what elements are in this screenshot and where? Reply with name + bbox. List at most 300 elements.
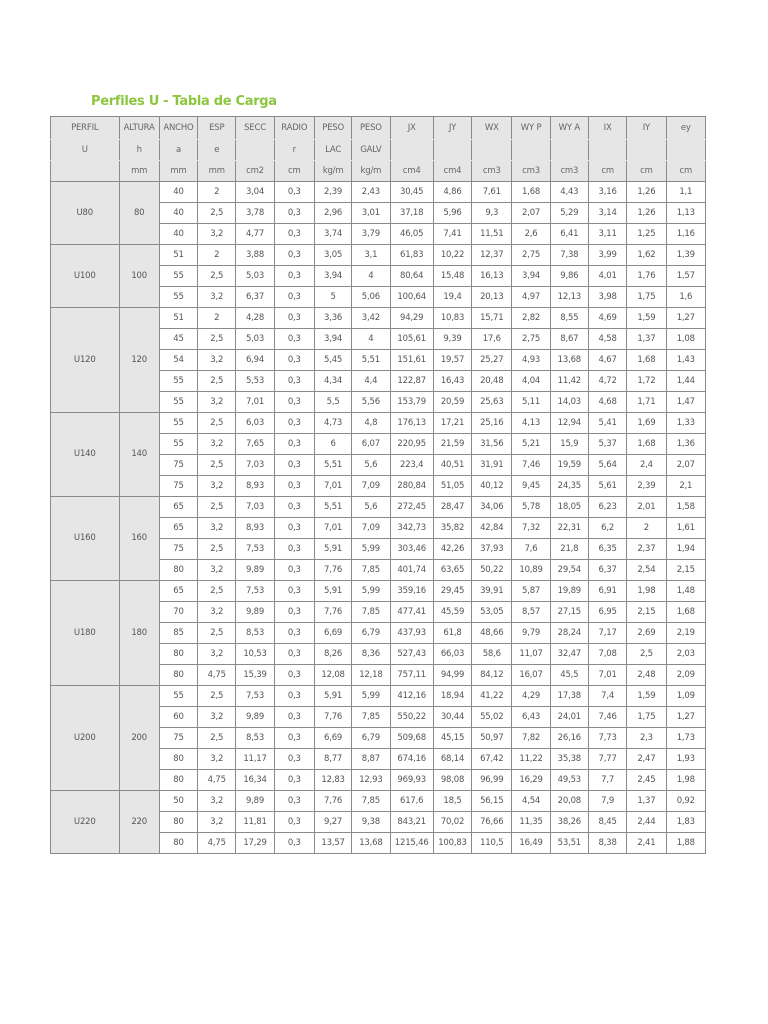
table-cell: 5,99: [352, 686, 390, 707]
table-cell: 342,73: [390, 518, 433, 539]
table-cell: 0,3: [274, 476, 314, 497]
table-cell: 2,5: [198, 455, 236, 476]
table-cell: 9,38: [352, 812, 390, 833]
table-cell: 2,5: [198, 581, 236, 602]
table-cell: 0,3: [274, 329, 314, 350]
table-cell: 12,37: [472, 245, 512, 266]
table-cell: 4,69: [588, 308, 626, 329]
table-cell: 25,27: [472, 350, 512, 371]
table-cell: 6: [314, 434, 351, 455]
table-cell: 6,69: [314, 728, 351, 749]
table-cell: 18,05: [550, 497, 588, 518]
table-cell: 2,19: [666, 623, 705, 644]
table-cell: 4,73: [314, 413, 351, 434]
table-cell: 10,53: [236, 644, 274, 665]
table-cell: 80: [159, 833, 197, 854]
table-cell: 16,29: [512, 770, 550, 791]
table-cell: 55,02: [472, 707, 512, 728]
table-cell: 122,87: [390, 371, 433, 392]
table-cell: 34,06: [472, 497, 512, 518]
perfil-cell: U200: [51, 686, 120, 791]
table-cell: 6,23: [588, 497, 626, 518]
table-cell: 41,22: [472, 686, 512, 707]
table-cell: 2,82: [512, 308, 550, 329]
table-cell: 0,3: [274, 707, 314, 728]
table-cell: 1,6: [666, 287, 705, 308]
table-cell: 3,36: [314, 308, 351, 329]
table-cell: 15,39: [236, 665, 274, 686]
table-cell: 28,24: [550, 623, 588, 644]
table-cell: 0,3: [274, 203, 314, 224]
table-cell: 0,3: [274, 644, 314, 665]
header-cell: cm4: [390, 161, 433, 182]
table-cell: 4,04: [512, 371, 550, 392]
table-cell: 9,3: [472, 203, 512, 224]
table-cell: 21,59: [433, 434, 471, 455]
table-cell: 13,68: [550, 350, 588, 371]
table-cell: 7,7: [588, 770, 626, 791]
table-cell: 5,06: [352, 287, 390, 308]
table-cell: 7,6: [512, 539, 550, 560]
table-cell: 7,53: [236, 581, 274, 602]
table-cell: 4,13: [512, 413, 550, 434]
table-cell: 6,94: [236, 350, 274, 371]
table-cell: 49,53: [550, 770, 588, 791]
table-cell: 3,79: [352, 224, 390, 245]
header-cell: cm: [274, 161, 314, 182]
table-cell: 2,43: [352, 182, 390, 203]
table-cell: 4,77: [236, 224, 274, 245]
table-cell: 2,48: [627, 665, 666, 686]
table-cell: 2,15: [666, 560, 705, 581]
table-cell: 96,99: [472, 770, 512, 791]
table-cell: 56,15: [472, 791, 512, 812]
table-cell: 45,5: [550, 665, 588, 686]
table-cell: 1,88: [666, 833, 705, 854]
table-cell: 11,35: [512, 812, 550, 833]
table-cell: 31,56: [472, 434, 512, 455]
table-cell: 46,05: [390, 224, 433, 245]
table-cell: 0,3: [274, 266, 314, 287]
table-cell: 5,91: [314, 581, 351, 602]
table-cell: 2,5: [198, 266, 236, 287]
table-cell: 63,65: [433, 560, 471, 581]
table-cell: 12,94: [550, 413, 588, 434]
table-cell: 3,16: [588, 182, 626, 203]
table-cell: 3,2: [198, 476, 236, 497]
table-cell: 3,94: [314, 329, 351, 350]
table-cell: 75: [159, 728, 197, 749]
table-cell: 1,98: [627, 581, 666, 602]
table-cell: 16,49: [512, 833, 550, 854]
table-cell: 7,53: [236, 539, 274, 560]
table-cell: 50: [159, 791, 197, 812]
table-cell: 1,72: [627, 371, 666, 392]
header-cell: WX: [472, 117, 512, 140]
header-cell: JX: [390, 117, 433, 140]
table-cell: 19,57: [433, 350, 471, 371]
header-cell: ALTURA: [119, 117, 159, 140]
header-cell: [627, 140, 666, 161]
table-cell: 6,79: [352, 728, 390, 749]
table-cell: 0,3: [274, 434, 314, 455]
table-cell: 5,64: [588, 455, 626, 476]
header-cell: WY P: [512, 117, 550, 140]
table-cell: 10,22: [433, 245, 471, 266]
table-cell: 2,39: [314, 182, 351, 203]
table-cell: 2,45: [627, 770, 666, 791]
table-cell: 54: [159, 350, 197, 371]
table-cell: 2,5: [198, 539, 236, 560]
table-cell: 3,1: [352, 245, 390, 266]
table-cell: 6,2: [588, 518, 626, 539]
table-cell: 20,08: [550, 791, 588, 812]
table-cell: 1,08: [666, 329, 705, 350]
table-cell: 0,3: [274, 812, 314, 833]
table-cell: 0,3: [274, 833, 314, 854]
header-cell: ey: [666, 117, 705, 140]
header-cell: [51, 161, 120, 182]
perfil-cell: U140: [51, 413, 120, 497]
table-cell: 2,15: [627, 602, 666, 623]
table-cell: 8,77: [314, 749, 351, 770]
table-cell: 19,4: [433, 287, 471, 308]
table-cell: 7,85: [352, 791, 390, 812]
header-cell: [433, 140, 471, 161]
table-row: [51, 581, 706, 602]
table-cell: 7,77: [588, 749, 626, 770]
table-cell: 4: [352, 266, 390, 287]
table-cell: 7,01: [314, 518, 351, 539]
table-cell: 6,07: [352, 434, 390, 455]
table-cell: 40,12: [472, 476, 512, 497]
table-cell: 7,61: [472, 182, 512, 203]
table-cell: 0,3: [274, 539, 314, 560]
table-cell: 2: [198, 182, 236, 203]
table-cell: 8,57: [512, 602, 550, 623]
table-cell: 19,89: [550, 581, 588, 602]
table-cell: 3,2: [198, 434, 236, 455]
table-cell: 7,03: [236, 455, 274, 476]
table-cell: 8,55: [550, 308, 588, 329]
table-cell: 35,38: [550, 749, 588, 770]
table-cell: 65: [159, 581, 197, 602]
table-cell: 7,01: [314, 476, 351, 497]
table-cell: 7,09: [352, 476, 390, 497]
table-cell: 2,5: [198, 371, 236, 392]
table-cell: 303,46: [390, 539, 433, 560]
table-cell: 1,44: [666, 371, 705, 392]
table-cell: 1,26: [627, 203, 666, 224]
table-cell: 12,93: [352, 770, 390, 791]
table-cell: 10,89: [512, 560, 550, 581]
table-cell: 55: [159, 371, 197, 392]
altura-cell: 160: [119, 497, 159, 581]
header-cell: mm: [198, 161, 236, 182]
table-cell: 1,39: [666, 245, 705, 266]
table-cell: 477,41: [390, 602, 433, 623]
table-row: [51, 497, 706, 518]
table-cell: 6,37: [236, 287, 274, 308]
table-cell: 7,09: [352, 518, 390, 539]
table-cell: 1,94: [666, 539, 705, 560]
table-cell: 2,01: [627, 497, 666, 518]
table-cell: 17,38: [550, 686, 588, 707]
table-cell: 4,67: [588, 350, 626, 371]
table-cell: 51: [159, 245, 197, 266]
table-cell: 7,76: [314, 707, 351, 728]
table-cell: 3,94: [314, 266, 351, 287]
table-cell: 2,6: [512, 224, 550, 245]
table-cell: 2,44: [627, 812, 666, 833]
table-cell: 5,21: [512, 434, 550, 455]
table-cell: 29,54: [550, 560, 588, 581]
table-cell: 80: [159, 770, 197, 791]
header-cell: [588, 140, 626, 161]
table-cell: 4,01: [588, 266, 626, 287]
table-cell: 18,94: [433, 686, 471, 707]
table-cell: 22,31: [550, 518, 588, 539]
table-cell: 55: [159, 266, 197, 287]
table-cell: 3,2: [198, 518, 236, 539]
table-cell: 151,61: [390, 350, 433, 371]
table-cell: 19,59: [550, 455, 588, 476]
table-cell: 28,47: [433, 497, 471, 518]
table-cell: 9,39: [433, 329, 471, 350]
table-cell: 10,83: [433, 308, 471, 329]
header-cell: cm: [588, 161, 626, 182]
table-cell: 1,61: [666, 518, 705, 539]
table-cell: 20,59: [433, 392, 471, 413]
table-cell: 8,87: [352, 749, 390, 770]
header-cell: IX: [588, 117, 626, 140]
table-cell: 5,78: [512, 497, 550, 518]
table-cell: 3,2: [198, 224, 236, 245]
table-cell: 42,84: [472, 518, 512, 539]
table-cell: 3,2: [198, 644, 236, 665]
table-cell: 12,13: [550, 287, 588, 308]
table-cell: 4,97: [512, 287, 550, 308]
table-cell: 757,11: [390, 665, 433, 686]
table-cell: 5,11: [512, 392, 550, 413]
table-cell: 4,43: [550, 182, 588, 203]
table-cell: 80: [159, 644, 197, 665]
table-cell: 2,5: [198, 413, 236, 434]
table-cell: 4: [352, 329, 390, 350]
table-cell: 0,3: [274, 560, 314, 581]
table-cell: 8,93: [236, 476, 274, 497]
table-cell: 2,39: [627, 476, 666, 497]
table-cell: 4,54: [512, 791, 550, 812]
table-cell: 5,5: [314, 392, 351, 413]
perfil-cell: U180: [51, 581, 120, 686]
table-cell: 5,91: [314, 539, 351, 560]
table-cell: 0,3: [274, 581, 314, 602]
table-cell: 9,45: [512, 476, 550, 497]
table-cell: 1,43: [666, 350, 705, 371]
table-cell: 1,59: [627, 308, 666, 329]
header-cell: r: [274, 140, 314, 161]
table-cell: 29,45: [433, 581, 471, 602]
table-cell: 2,03: [666, 644, 705, 665]
altura-cell: 220: [119, 791, 159, 854]
table-cell: 85: [159, 623, 197, 644]
header-cell: U: [51, 140, 120, 161]
table-cell: 6,91: [588, 581, 626, 602]
table-cell: 5,51: [314, 497, 351, 518]
table-cell: 3,05: [314, 245, 351, 266]
table-cell: 38,26: [550, 812, 588, 833]
table-cell: 0,3: [274, 308, 314, 329]
table-cell: 11,51: [472, 224, 512, 245]
table-cell: 6,03: [236, 413, 274, 434]
header-cell: PESO: [352, 117, 390, 140]
table-cell: 13,68: [352, 833, 390, 854]
table-cell: 3,2: [198, 749, 236, 770]
table-cell: 20,13: [472, 287, 512, 308]
table-cell: 45: [159, 329, 197, 350]
table-cell: 11,42: [550, 371, 588, 392]
table-cell: 7,82: [512, 728, 550, 749]
table-cell: 37,93: [472, 539, 512, 560]
table-cell: 509,68: [390, 728, 433, 749]
header-cell: h: [119, 140, 159, 161]
table-cell: 27,15: [550, 602, 588, 623]
header-cell: cm4: [433, 161, 471, 182]
table-cell: 5,6: [352, 455, 390, 476]
table-cell: 220,95: [390, 434, 433, 455]
table-cell: 3,2: [198, 287, 236, 308]
table-cell: 1,68: [627, 350, 666, 371]
table-cell: 1,75: [627, 707, 666, 728]
table-cell: 401,74: [390, 560, 433, 581]
table-cell: 60: [159, 707, 197, 728]
table-cell: 4,75: [198, 770, 236, 791]
table-cell: 7,41: [433, 224, 471, 245]
table-cell: 7,9: [588, 791, 626, 812]
table-cell: 42,26: [433, 539, 471, 560]
header-cell: [236, 140, 274, 161]
table-cell: 0,3: [274, 350, 314, 371]
table-cell: 70,02: [433, 812, 471, 833]
header-cell: cm3: [512, 161, 550, 182]
table-cell: 75: [159, 455, 197, 476]
table-cell: 24,35: [550, 476, 588, 497]
table-cell: 1,25: [627, 224, 666, 245]
table-cell: 7,03: [236, 497, 274, 518]
table-row: [51, 686, 706, 707]
table-cell: 61,83: [390, 245, 433, 266]
table-cell: 35,82: [433, 518, 471, 539]
table-cell: 15,71: [472, 308, 512, 329]
table-cell: 37,18: [390, 203, 433, 224]
table-cell: 6,35: [588, 539, 626, 560]
table-cell: 7,4: [588, 686, 626, 707]
table-cell: 0,3: [274, 728, 314, 749]
table-cell: 2,1: [666, 476, 705, 497]
table-cell: 51,05: [433, 476, 471, 497]
table-cell: 7,46: [512, 455, 550, 476]
table-cell: 7,38: [550, 245, 588, 266]
table-cell: 25,63: [472, 392, 512, 413]
table-cell: 16,07: [512, 665, 550, 686]
table-cell: 4,28: [236, 308, 274, 329]
table-cell: 272,45: [390, 497, 433, 518]
header-cell: ESP: [198, 117, 236, 140]
table-cell: 1,48: [666, 581, 705, 602]
table-cell: 7,73: [588, 728, 626, 749]
table-cell: 0,3: [274, 392, 314, 413]
table-cell: 40: [159, 182, 197, 203]
table-cell: 45,15: [433, 728, 471, 749]
table-cell: 53,51: [550, 833, 588, 854]
table-cell: 0,3: [274, 770, 314, 791]
table-cell: 4,8: [352, 413, 390, 434]
table-cell: 412,16: [390, 686, 433, 707]
table-row: [51, 245, 706, 266]
table-cell: 1,62: [627, 245, 666, 266]
table-cell: 3,2: [198, 560, 236, 581]
table-cell: 9,89: [236, 707, 274, 728]
table-cell: 0,3: [274, 623, 314, 644]
header-cell: cm3: [550, 161, 588, 182]
page-title: Perfiles U - Tabla de Carga: [91, 94, 277, 109]
table-cell: 13,57: [314, 833, 351, 854]
table-cell: 4,68: [588, 392, 626, 413]
table-cell: 80: [159, 812, 197, 833]
header-cell: cm2: [236, 161, 274, 182]
table-cell: 2: [198, 245, 236, 266]
table-cell: 4,34: [314, 371, 351, 392]
table-cell: 3,88: [236, 245, 274, 266]
table-cell: 359,16: [390, 581, 433, 602]
perfil-cell: U100: [51, 245, 120, 308]
table-cell: 4,86: [433, 182, 471, 203]
table-cell: 0,3: [274, 497, 314, 518]
table-cell: 14,03: [550, 392, 588, 413]
table-cell: 3,14: [588, 203, 626, 224]
table-cell: 5,51: [352, 350, 390, 371]
table-cell: 1,83: [666, 812, 705, 833]
table-row: [51, 791, 706, 812]
table-cell: 55: [159, 686, 197, 707]
table-cell: 31,91: [472, 455, 512, 476]
table-cell: 2,37: [627, 539, 666, 560]
table-cell: 2,5: [198, 329, 236, 350]
table-cell: 1,36: [666, 434, 705, 455]
table-cell: 58,6: [472, 644, 512, 665]
table-cell: 105,61: [390, 329, 433, 350]
table-cell: 3,2: [198, 350, 236, 371]
table-cell: 94,99: [433, 665, 471, 686]
header-cell: RADIO: [274, 117, 314, 140]
header-cell: [390, 140, 433, 161]
table-cell: 2,5: [198, 623, 236, 644]
table-cell: 7,76: [314, 602, 351, 623]
table-cell: 40,51: [433, 455, 471, 476]
table-cell: 617,6: [390, 791, 433, 812]
header-cell: a: [159, 140, 197, 161]
header-cell: mm: [159, 161, 197, 182]
table-cell: 98,08: [433, 770, 471, 791]
table-cell: 26,16: [550, 728, 588, 749]
table-cell: 280,84: [390, 476, 433, 497]
table-cell: 223,4: [390, 455, 433, 476]
table-cell: 2,07: [512, 203, 550, 224]
table-cell: 674,16: [390, 749, 433, 770]
perfil-cell: U80: [51, 182, 120, 245]
header-cell: PESO: [314, 117, 351, 140]
